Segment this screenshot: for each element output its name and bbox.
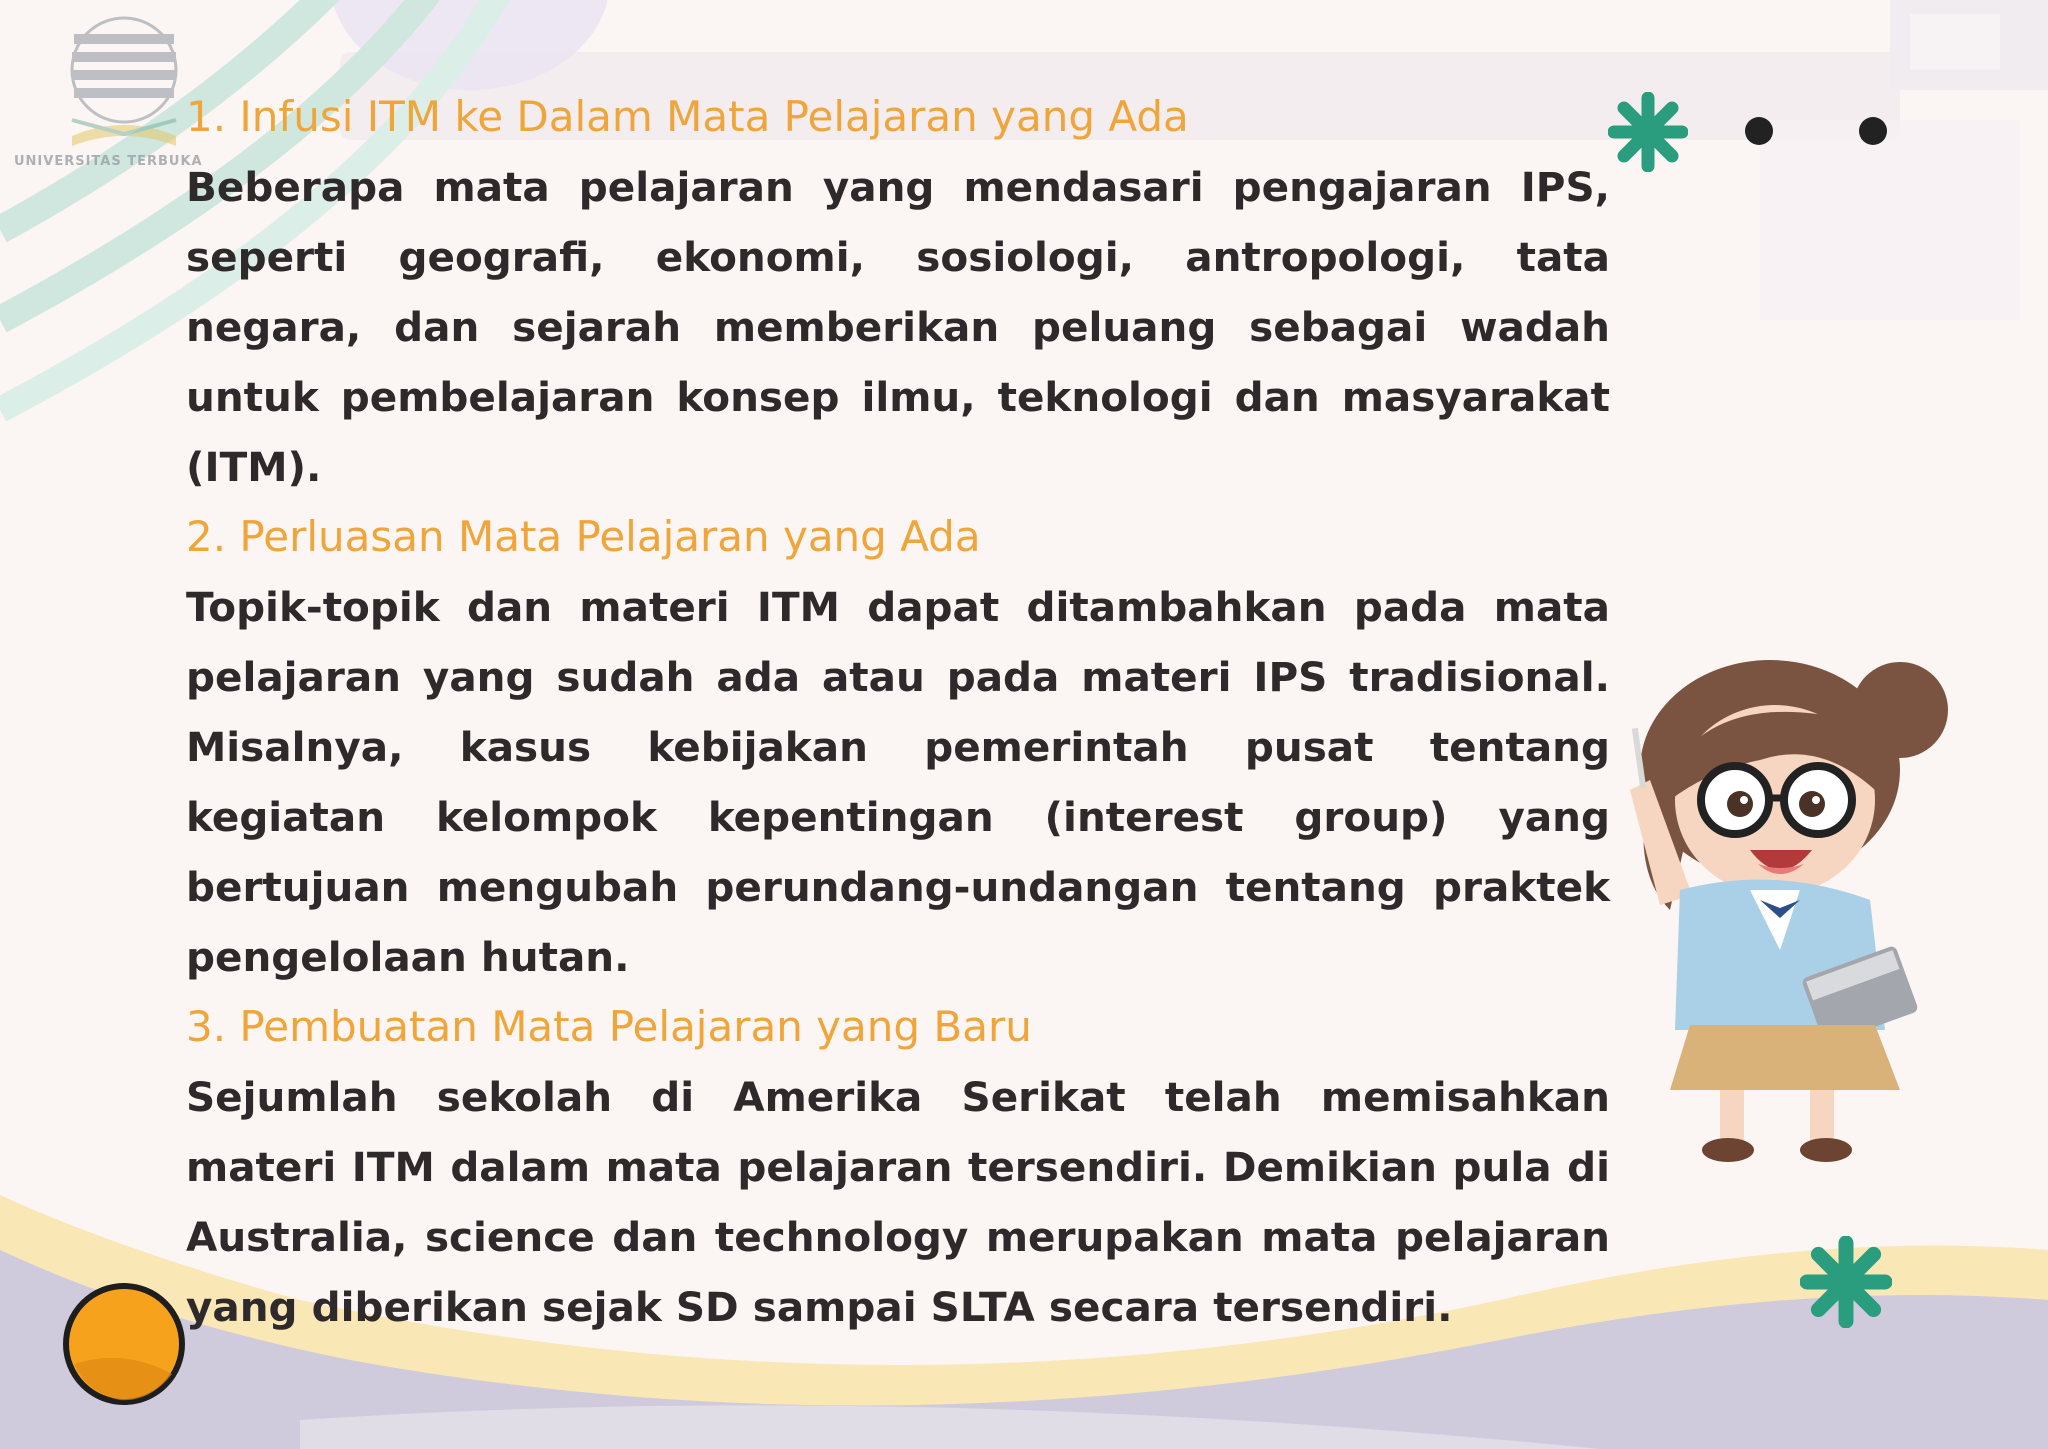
asterisk-icon — [1608, 92, 1688, 172]
section-3-heading: 3. Pembuatan Mata Pelajaran yang Baru — [186, 1002, 1032, 1051]
section-1-body: Beberapa mata pelajaran yang mendasari pengajaran IPS, seperti geografi, ekonomi, sosiologi, antropologi, tata negara, dan sejarah memberikan peluang sebagai wadah untuk pembelajaran konsep ilmu, teknologi dan masyarakat (ITM). — [186, 163, 1610, 491]
asterisk-icon — [1800, 1236, 1892, 1328]
section-1-heading: 1. Infusi ITM ke Dalam Mata Pelajaran yang Ada — [186, 92, 1189, 141]
orange-circle-icon — [60, 1278, 190, 1408]
dot-icon — [1744, 116, 1774, 146]
section-2-heading: 2. Perluasan Mata Pelajaran yang Ada — [186, 512, 981, 561]
teacher-illustration — [1600, 650, 1970, 1170]
logo-caption: UNIVERSITAS TERBUKA — [14, 154, 203, 169]
section-2-body: Topik-topik dan materi ITM dapat ditambahkan pada mata pelajaran yang sudah ada atau pada materi IPS tradisional. Misalnya, kasus kebijakan pemerintah pusat tentang kegiatan kelompok kepentingan (interest group) yang bertujuan mengubah perundang-undangan tentang praktek pengelolaan hutan. — [186, 583, 1610, 981]
section-3-body: Sejumlah sekolah di Amerika Serikat telah memisahkan materi ITM dalam mata pelajaran tersendiri. Demikian pula di Australia, science dan technology merupakan mata pelajaran yang diberikan sejak SD sampai SLTA secara tersendiri. — [186, 1073, 1610, 1331]
dot-icon — [1858, 116, 1888, 146]
content-area — [186, 82, 1610, 1342]
